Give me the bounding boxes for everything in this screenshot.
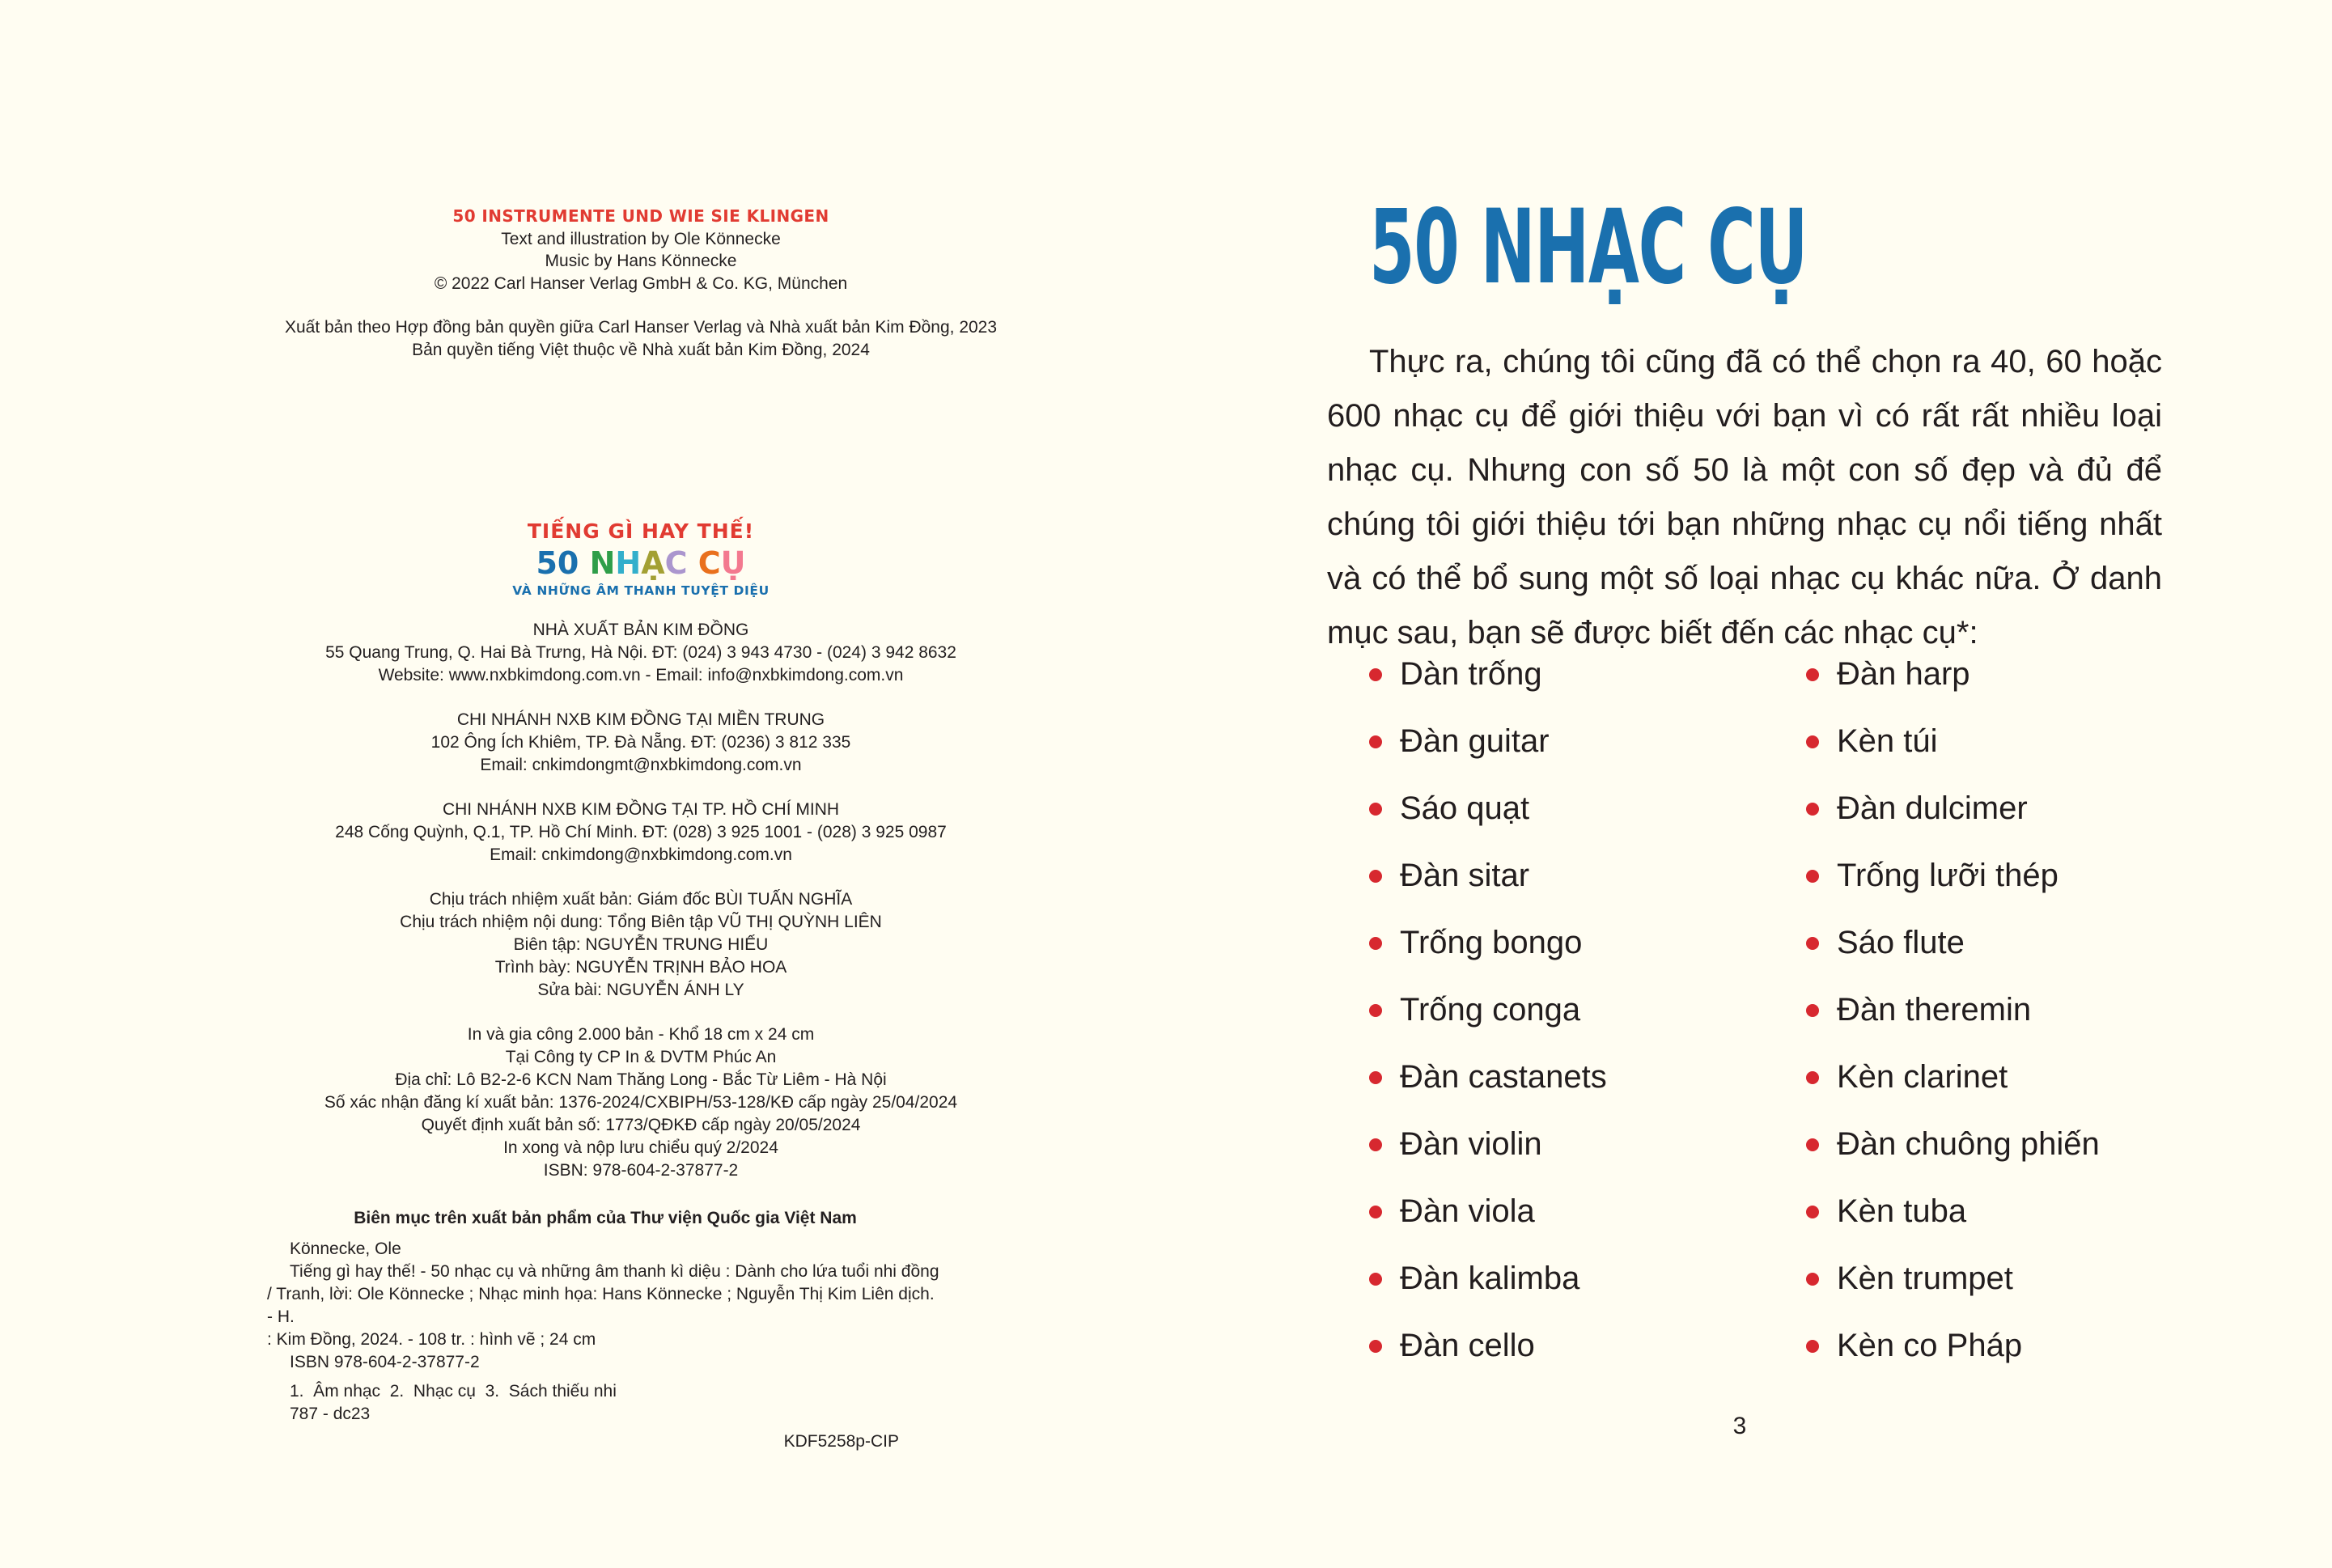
bullet-icon bbox=[1806, 803, 1819, 816]
instrument-list-left bbox=[1369, 641, 1607, 1379]
instrument-list-right bbox=[1806, 641, 2100, 1379]
branch-email: Email: cnkimdong@nxbkimdong.com.vn bbox=[490, 845, 792, 864]
instrument-list-item bbox=[1369, 842, 1607, 909]
printing-line: Số xác nhận đăng kí xuất bản: 1376-2024/CXBIPH/53-128/KĐ cấp ngày 25/04/2024 bbox=[324, 1093, 958, 1112]
branch-email: Email: cnkimdongmt@nxbkimdong.com.vn bbox=[480, 756, 802, 774]
instrument-label: Đàn dulcimer bbox=[1837, 790, 2028, 826]
colophon-credits-section bbox=[138, 206, 1144, 383]
printing-block bbox=[138, 1023, 1144, 1182]
isbn-line: ISBN: 978-604-2-37877-2 bbox=[543, 1161, 739, 1180]
intro-paragraph: Thực ra, chúng tôi cũng đã có thể chọn ra 40, 60 hoặc 600 nhạc cụ để giới thiệu với bạn vì có rất rất nhiều loại nhạc cụ. Nhưng con số 50 là một con số đẹp và đủ để chúng tôi giới thiệu tới bạn những nhạc cụ nổi tiếng nhất và có thể bổ sung một số loại nhạc cụ khác nữa. Ở danh mục sau, bạn sẽ được biết đến các nhạc cụ*: bbox=[1327, 344, 2162, 651]
staff-line: Chịu trách nhiệm xuất bản: Giám đốc BÙI TUẤN NGHĨA bbox=[429, 890, 853, 909]
bullet-icon bbox=[1806, 668, 1819, 681]
cip-line: : Kim Đồng, 2024. - 108 tr. : hình vẽ ; 24 cm bbox=[267, 1330, 596, 1349]
bullet-icon bbox=[1369, 870, 1382, 883]
instrument-list-item bbox=[1369, 1245, 1607, 1312]
branch-name: CHI NHÁNH NXB KIM ĐỒNG TẠI TP. HỒ CHÍ MINH bbox=[442, 800, 840, 819]
instrument-list-item bbox=[1806, 1312, 2100, 1379]
cip-code: KDF5258p-CIP bbox=[783, 1432, 899, 1451]
instrument-label: Đàn cello bbox=[1400, 1328, 1535, 1363]
instrument-label: Đàn chuông phiến bbox=[1837, 1126, 2100, 1162]
instrument-label: Đàn castanets bbox=[1400, 1059, 1607, 1095]
license-block bbox=[138, 316, 1144, 361]
bullet-icon bbox=[1806, 1004, 1819, 1017]
page-title: 50 NHẠC CỤ bbox=[1369, 187, 1808, 307]
bullet-icon bbox=[1369, 1004, 1382, 1017]
bullet-icon bbox=[1369, 937, 1382, 950]
wordmark-letter bbox=[579, 545, 589, 581]
instrument-list-item bbox=[1806, 1178, 2100, 1245]
publisher-web: Website: www.nxbkimdong.com.vn - Email: info@nxbkimdong.com.vn bbox=[378, 666, 904, 684]
publisher-block bbox=[138, 619, 1144, 687]
instrument-label: Kèn trumpet bbox=[1837, 1261, 2013, 1296]
instrument-list-item bbox=[1806, 708, 2100, 775]
wordmark-letter: Ụ bbox=[720, 545, 746, 581]
wordmark-letter: N bbox=[589, 545, 616, 581]
wordmark-letter: H bbox=[615, 545, 642, 581]
instrument-label: Trống conga bbox=[1400, 992, 1581, 1028]
wordmark-letter: 50 bbox=[536, 545, 579, 581]
instrument-list-item bbox=[1806, 1111, 2100, 1178]
bullet-icon bbox=[1806, 1071, 1819, 1084]
instrument-label: Trống lưỡi thép bbox=[1837, 858, 2059, 893]
page-number: 3 bbox=[1732, 1413, 1747, 1439]
instrument-list-item bbox=[1369, 641, 1607, 708]
staff-line: Chịu trách nhiệm nội dung: Tổng Biên tập VŨ THỊ QUỲNH LIÊN bbox=[400, 913, 882, 931]
original-credits-block bbox=[138, 206, 1144, 295]
bullet-icon bbox=[1369, 1273, 1382, 1286]
publisher-address: 55 Quang Trung, Q. Hai Bà Trưng, Hà Nội. ĐT: (024) 3 943 4730 - (024) 3 942 8632 bbox=[325, 643, 956, 662]
cip-header: Biên mục trên xuất bản phẩm của Thư viện Quốc gia Việt Nam bbox=[354, 1209, 857, 1227]
instrument-label: Sáo flute bbox=[1837, 925, 1965, 960]
bullet-icon bbox=[1806, 870, 1819, 883]
instrument-label: Trống bongo bbox=[1400, 925, 1583, 960]
instrument-label: Kèn tuba bbox=[1837, 1193, 1967, 1229]
instrument-label: Đàn guitar bbox=[1400, 723, 1550, 759]
instrument-list-item bbox=[1369, 1111, 1607, 1178]
instrument-label: Kèn túi bbox=[1837, 723, 1938, 759]
instrument-list-item bbox=[1806, 1044, 2100, 1111]
printing-line: In và gia công 2.000 bản - Khổ 18 cm x 24 cm bbox=[467, 1025, 815, 1044]
cip-isbn: ISBN 978-604-2-37877-2 bbox=[290, 1353, 480, 1371]
license-line: Bản quyền tiếng Việt thuộc về Nhà xuất bản Kim Đồng, 2024 bbox=[412, 340, 870, 359]
printing-line: Địa chỉ: Lô B2-2-6 KCN Nam Thăng Long - Bắc Từ Liêm - Hà Nội bbox=[395, 1070, 887, 1089]
instrument-list-item bbox=[1369, 977, 1607, 1044]
instrument-list-item bbox=[1369, 1312, 1607, 1379]
branch-name: CHI NHÁNH NXB KIM ĐỒNG TẠI MIỀN TRUNG bbox=[456, 710, 825, 729]
bullet-icon bbox=[1369, 1138, 1382, 1151]
instrument-list-item bbox=[1806, 977, 2100, 1044]
instrument-list-item bbox=[1369, 1178, 1607, 1245]
credit-line: © 2022 Carl Hanser Verlag GmbH & Co. KG, München bbox=[434, 273, 848, 293]
branch-central-block bbox=[138, 709, 1144, 777]
bullet-icon bbox=[1806, 1273, 1819, 1286]
license-line: Xuất bản theo Hợp đồng bản quyền giữa Carl Hanser Verlag và Nhà xuất bản Kim Đồng, 2023 bbox=[284, 318, 998, 337]
bullet-icon bbox=[1369, 1071, 1382, 1084]
instrument-label: Đàn theremin bbox=[1837, 992, 2032, 1028]
printing-line: Quyết định xuất bản số: 1773/QĐKĐ cấp ngày 20/05/2024 bbox=[421, 1116, 861, 1134]
instrument-list-item bbox=[1369, 909, 1607, 977]
original-title: 50 INSTRUMENTE UND WIE SIE KLINGEN bbox=[452, 206, 829, 226]
instrument-label: Đàn violin bbox=[1400, 1126, 1542, 1162]
staff-line: Sửa bài: NGUYỄN ÁNH LY bbox=[537, 981, 744, 999]
staff-line: Trình bày: NGUYỄN TRỊNH BẢO HOA bbox=[494, 958, 787, 977]
cip-subjects: 1. Âm nhạc 2. Nhạc cụ 3. Sách thiếu nhi bbox=[290, 1382, 617, 1401]
bullet-icon bbox=[1369, 1206, 1382, 1218]
bullet-icon bbox=[1806, 937, 1819, 950]
instrument-list-item bbox=[1806, 1245, 2100, 1312]
instrument-label: Kèn co Pháp bbox=[1837, 1328, 2023, 1363]
instrument-list-item bbox=[1806, 909, 2100, 977]
staff-line: Biên tập: NGUYỄN TRUNG HIẾU bbox=[513, 935, 769, 954]
colophon-publisher-section bbox=[138, 619, 1144, 1204]
instrument-list-item bbox=[1806, 775, 2100, 842]
wordmark-letter: Ạ bbox=[641, 545, 665, 581]
logo-tagline-top: TIẾNG GÌ HAY THẾ! bbox=[527, 519, 755, 543]
wordmark-letter bbox=[688, 545, 698, 581]
instrument-label: Đàn kalimba bbox=[1400, 1261, 1580, 1296]
staff-block bbox=[138, 888, 1144, 1002]
bullet-icon bbox=[1369, 1340, 1382, 1353]
logo-tagline-bottom: VÀ NHỮNG ÂM THANH TUYỆT DIỆU bbox=[512, 583, 770, 598]
bullet-icon bbox=[1369, 735, 1382, 748]
instrument-list-item bbox=[1369, 1044, 1607, 1111]
bullet-icon bbox=[1806, 1206, 1819, 1218]
wordmark-letter: C bbox=[664, 545, 688, 581]
bullet-icon bbox=[1806, 735, 1819, 748]
cip-title-line: Tiếng gì hay thế! - 50 nhạc cụ và những âm thanh kì diệu : Dành cho lứa tuổi nhi đồng bbox=[290, 1262, 939, 1281]
branch-address: 102 Ông Ích Khiêm, TP. Đà Nẵng. ĐT: (0236) 3 812 335 bbox=[430, 733, 851, 752]
instrument-label: Đàn harp bbox=[1837, 656, 1970, 692]
instrument-list-item bbox=[1806, 842, 2100, 909]
instrument-label: Dàn trống bbox=[1400, 656, 1542, 692]
branch-address: 248 Cống Quỳnh, Q.1, TP. Hồ Chí Minh. ĐT: (028) 3 925 1001 - (028) 3 925 0987 bbox=[335, 823, 947, 841]
instrument-label: Đàn sitar bbox=[1400, 858, 1530, 893]
bullet-icon bbox=[1806, 1138, 1819, 1151]
credit-line: Text and illustration by Ole Könnecke bbox=[501, 229, 781, 248]
instrument-label: Đàn viola bbox=[1400, 1193, 1535, 1229]
instrument-label: Sáo quạt bbox=[1400, 790, 1530, 826]
instrument-list-item bbox=[1369, 708, 1607, 775]
logo-wordmark bbox=[138, 545, 1144, 582]
instrument-list-item bbox=[1369, 775, 1607, 842]
credit-line: Music by Hans Könnecke bbox=[545, 252, 737, 270]
bullet-icon bbox=[1369, 668, 1382, 681]
cip-block bbox=[267, 1207, 943, 1453]
cip-line: / Tranh, lời: Ole Könnecke ; Nhạc minh họa: Hans Könnecke ; Nguyễn Thị Kim Liên dịch. - H. bbox=[267, 1285, 935, 1326]
bullet-icon bbox=[1806, 1340, 1819, 1353]
instrument-list-item bbox=[1806, 641, 2100, 708]
cip-author: Könnecke, Ole bbox=[290, 1240, 401, 1258]
printing-line: Tại Công ty CP In & DVTM Phúc An bbox=[505, 1048, 777, 1066]
series-logo bbox=[138, 519, 1144, 600]
wordmark-letter: C bbox=[697, 545, 721, 581]
instrument-label: Kèn clarinet bbox=[1837, 1059, 2008, 1095]
printing-line: In xong và nộp lưu chiểu quý 2/2024 bbox=[503, 1138, 778, 1157]
publisher-name: NHÀ XUẤT BẢN KIM ĐỒNG bbox=[532, 621, 749, 639]
branch-south-block bbox=[138, 799, 1144, 867]
bullet-icon bbox=[1369, 803, 1382, 816]
cip-ddc: 787 - dc23 bbox=[290, 1405, 371, 1423]
